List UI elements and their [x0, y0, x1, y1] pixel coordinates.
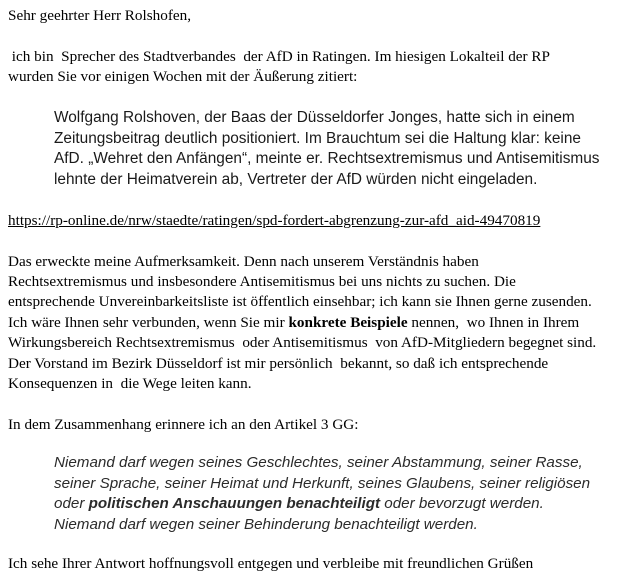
emphasis-concrete-examples: konkrete Beispiele	[288, 313, 408, 331]
article-intro: In dem Zusammenhang erinnere ich an den Artikel 3 GG:	[8, 415, 359, 433]
blank-line	[8, 88, 634, 108]
rp-quote-line-3: AfD. „Wehret den Anfängen“, meinte er. Rechtsextremismus und Antisemitismus	[54, 150, 600, 168]
body-line-4	[8, 313, 634, 333]
body-line-4-post: nennen, wo Ihnen in Ihrem	[407, 313, 580, 331]
rp-quote-line-1: Wolfgang Rolshoven, der Baas der Düsseldorfer Jonges, hatte sich in einem	[54, 109, 575, 126]
body-line-6: Der Vorstand im Bezirk Düsseldorf ist mir persönlich bekannt, so daß ich entsprechende	[8, 354, 549, 372]
gg-quote-line-4: Niemand darf wegen seiner Behinderung benachteiligt werden.	[54, 515, 478, 533]
gg-quote-line-1: Niemand darf wegen seines Geschlechtes, seiner Abstammung, seiner Rasse,	[54, 454, 583, 472]
gg-quote-line-2: seiner Sprache, seiner Heimat und Herkunft, seines Glaubens, seiner religiösen	[54, 474, 591, 492]
body-line-2: Rechtsextremismus und insbesondere Antisemitismus bei uns nichts zu suchen. Die	[8, 272, 516, 290]
blank-line	[8, 190, 634, 210]
body-line-3: entsprechende Unvereinbarkeitsliste ist öffentlich einsehbar; ich kann sie Ihnen gerne zusenden.	[8, 293, 592, 311]
gg-quote-line-3-pre: oder	[54, 495, 89, 513]
blank-line	[8, 231, 634, 251]
gg-quote-line-3	[54, 494, 634, 515]
source-link-line	[8, 211, 634, 231]
body-line-7: Konsequenzen in die Wege leiten kann.	[8, 375, 252, 392]
rp-quote-block	[54, 108, 634, 190]
salutation: Sehr geehrter Herr Rolshofen,	[8, 7, 192, 24]
body-line-5: Wirkungsbereich Rechtsextremismus oder Antisemitismus von AfD-Mitgliedern begegnet sind.	[8, 334, 597, 352]
source-link[interactable]: https://rp-online.de/nrw/staedte/ratingen/spd-fordert-abgrenzung-zur-afd_aid-49470819	[8, 211, 541, 229]
gg-quote-line-3-post: oder bevorzugt werden.	[380, 495, 544, 513]
body-paragraph	[8, 252, 634, 395]
closing-line: Ich sehe Ihrer Antwort hoffnungsvoll entgegen und verbleibe mit freundlichen Grüßen	[8, 554, 534, 572]
body-line-1: Das erweckte meine Aufmerksamkeit. Denn nach unserem Verständnis haben	[8, 252, 479, 270]
letter-document	[8, 6, 634, 574]
emphasis-political-views: politischen Anschauungen benachteiligt	[88, 495, 381, 513]
blank-line	[8, 394, 634, 414]
rp-quote-line-2: Zeitungsbeitrag deutlich positioniert. Im Brauchtum sei die Haltung klar: keine	[54, 129, 581, 147]
blank-line	[8, 26, 634, 46]
blank-line	[8, 536, 634, 554]
body-line-4-pre: Ich wäre Ihnen sehr verbunden, wenn Sie mir	[8, 313, 289, 331]
gg-article-quote	[54, 453, 634, 535]
intro-line-2: wurden Sie vor einigen Wochen mit der Äußerung zitiert:	[8, 68, 358, 86]
rp-quote-line-4: lehnte der Heimatverein ab, Vertreter der AfD würden nicht eingeladen.	[54, 170, 538, 188]
intro-line-1: ich bin Sprecher des Stadtverbandes der AfD in Ratingen. Im hiesigen Lokalteil der RP	[8, 47, 550, 65]
blank-line	[8, 435, 634, 453]
